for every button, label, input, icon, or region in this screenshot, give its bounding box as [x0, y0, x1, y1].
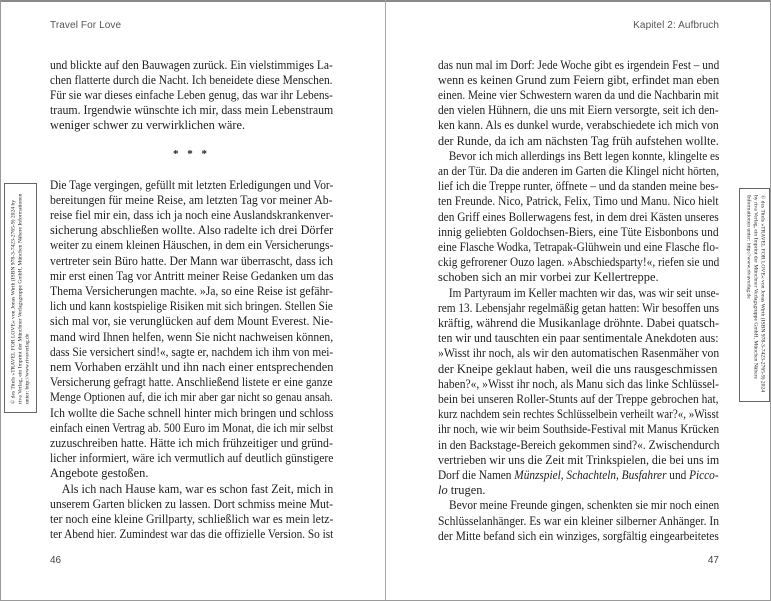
text-line: den Griff eines Bollerwagens fest, in dem drei Kästen unseres — [438, 209, 719, 224]
section-separator: * * * — [173, 148, 210, 160]
text-line: den vielen Hühnern, die uns mit Eiern versorgte, seit ich den- — [438, 103, 719, 118]
text-segment: , — [616, 467, 622, 482]
copyright-text: © des Titels »TRAVEL FOR LOVE« von Jonas Wirth (ISBN 978-3-7423-2765-9) 2024 by riva Verlag, ein Imprint der Münchner Verlagsgruppe GmbH, München Nähere Informationen unter: http://www.rivaverlag.de — [10, 193, 30, 404]
copyright-text: © des Titels »TRAVEL FOR LOVE« von Jonas Wirth (ISBN 978-3-7423-2765-9) 2024 by riva Verlag, ein Imprint der Münchner Verlagsgruppe GmbH, München Nähere Informationen unter: http://www.rivaverlag.de — [745, 195, 765, 393]
text-line: ten Freunde. Nico, Patrick, Felix, Timo und Manu. Nico hielt — [438, 194, 719, 209]
text-line — [438, 483, 719, 498]
text-line: reise fiel mir ein, dass ich ja noch eine Auslandskrankenver- — [50, 207, 334, 222]
italic-term: lo — [438, 483, 448, 498]
text-line: Im Partyraum im Keller machten wir das, was wir seit unse- — [448, 285, 720, 300]
text-line: in den Backstage-Bereich gekommen sind?«. Zwischendurch — [438, 437, 720, 452]
text-line: traum. Irgendwie wünschte ich mir, dass mein Lebenstraum — [50, 103, 334, 118]
text-line: Für sie war dieses einfache Leben genug, das war ihr Lebens- — [50, 87, 333, 102]
text-segment: und — [666, 467, 690, 482]
text-line: einfach einen Vertrag ab. 500 Euro im Monat, die ich mir selbst — [50, 420, 334, 435]
text-line: Ich wollte die Sache schnell hinter mich bringen und schloss — [50, 405, 334, 420]
text-line — [438, 468, 719, 483]
text-line: weiter zu einem kleinen Häuschen, in dem ein Versicherungs- — [50, 238, 334, 253]
text-line: zuzuschreiben hatte. Hätte ich mich frühzeitiger und gründ- — [50, 435, 333, 450]
text-line: eine Flasche Wodka, Tetrapak-Glühwein und eine Flasche flo- — [438, 239, 719, 254]
text-line: Angebote gestoßen. — [50, 466, 149, 481]
text-line: innig geliebten Goldochsen-Biers, eine Tüte Eisbonbons und — [438, 224, 719, 239]
text-line: unserem Garten blicken zu lassen. Dort schmiss meine Mut- — [50, 496, 334, 511]
text-line: nem Vorhaben erzählt und ihn nach einer entsprechenden — [50, 359, 334, 374]
text-line: ter noch eine kleine Grillparty, schließlich war es mein letz- — [50, 511, 334, 526]
text-line: Thema Versicherungen machte. »Ja, so eine Reise ist gefähr- — [50, 283, 333, 298]
left-page — [0, 0, 385, 600]
text-line: Schlüsselanhänger. Es war ein kleiner silberner Anhänger. In — [438, 513, 720, 528]
italic-term: Busfahrer — [621, 467, 667, 482]
text-line: bein bei unseren Roller-Stunts auf der Treppe gebrochen hat, — [438, 391, 719, 406]
text-line: ihr noch, wie wir beim Southside-Festival mit Manus Krücken — [438, 422, 720, 437]
text-line: einen. Meine vier Schwestern waren da und die Nachbarin mit — [438, 87, 719, 102]
text-line: sicherung abschließen wollte. Also radelte ich drei Dörfer — [50, 223, 334, 238]
text-line: lief ich die Treppe runter, öffnete – und da standen meine bes- — [438, 179, 719, 194]
text-segment: Dorf die Namen — [438, 467, 515, 482]
text-line: dass Sie versichert sind!«, sagte er, nachdem ich ihm von mei- — [50, 344, 334, 359]
text-line: ckig gefrorener Ouzo lagen. »Abschiedsparty!«, riefen sie und — [438, 255, 720, 270]
italic-term: Schachteln — [566, 467, 617, 482]
text-line: »Wisst ihr noch, als wir den automatischen Rasenmäher von — [438, 346, 720, 361]
text-line: Versicherung gefragt hatte. Anschließend listete er eine ganze — [50, 375, 333, 390]
text-line: vertrieben wir uns die Zeit mit Trinkspielen, die bei uns im — [438, 452, 720, 467]
text-line: an der Tür. Da die anderen im Garten die Klingel nicht hörten, — [438, 163, 720, 178]
italic-term: Picco- — [689, 467, 719, 482]
right-page — [386, 0, 771, 600]
text-line: das nun mal im Dorf: Jede Woche gibt es irgendein Fest – und — [438, 57, 720, 72]
text-line: rem 13. Lebensjahr regelmäßig getan hatten: Wir besoffen uns — [438, 300, 720, 315]
text-line: Menge Optionen auf, die ich mir aber gar nicht so genau ansah. — [50, 390, 333, 405]
text-line: der Mitte befand sich ein winziges, sorgfältig eingearbeitetes — [438, 528, 719, 543]
text-line: mir erst einen Tag vor Antritt meiner Reise Gedanken um das — [50, 268, 334, 283]
copyright-notice — [4, 183, 37, 413]
text-line: ter Abend hier. Zumindest war das die offizielle Version. So ist — [50, 527, 334, 542]
text-segment: , — [560, 467, 567, 482]
text-line: Bevor ich mich allerdings ins Bett legen konnte, klingelte es — [448, 148, 720, 163]
text-line: schoben sich an mir vorbei zur Kellertreppe. — [438, 270, 659, 285]
page-number: 47 — [707, 555, 719, 566]
text-line: Als ich nach Hause kam, war es schon fast Zeit, mich in — [61, 481, 334, 496]
text-line: chen flatterte durch die Nacht. Ich beneidete diese Menschen. — [50, 72, 333, 87]
text-line: kurz nachdem sein rechtes Schlüsselbein verheilt war?«, »Wisst — [438, 407, 719, 422]
text-line: wenn es keinen Grund zum Feiern gibt, erfindet man eben — [438, 72, 720, 87]
running-head: Travel For Love — [50, 20, 122, 31]
text-line: lich und kann kostspielige Risiken mit sich bringen. Stellen Sie — [50, 299, 333, 314]
text-segment: trugen. — [447, 483, 486, 498]
text-line: licher informiert, wäre ich vermutlich auf deutlich günstigere — [50, 451, 334, 466]
text-line: mand wird Ihnen helfen, wenn Sie nicht nachweisen können, — [50, 329, 334, 344]
running-head: Kapitel 2: Aufbruch — [633, 20, 719, 31]
text-line: und blickte auf den Bauwagen zurück. Ein vielstimmiges La- — [50, 57, 333, 72]
text-line: der Runde, da ich am nächsten Tag früh aufstehen wollte. — [438, 133, 719, 148]
text-line: ten wir und tauschten ein paar sentimentale Anekdoten aus: — [438, 331, 719, 346]
copyright-notice — [739, 188, 770, 402]
text-line: sich mal vor, sie verunglücken auf dem Mount Everest. Nie- — [50, 314, 334, 329]
text-line: Bevor meine Freunde gingen, schenkten sie mir noch einen — [449, 498, 720, 513]
text-line: ken kann. Als es dunkel wurde, verabschiedete ich mich von — [438, 118, 719, 133]
text-line: Die Tage vergingen, gefüllt mit letzten Erledigungen und Vor- — [50, 177, 334, 192]
text-line: weniger schwer zu verwirklichen wäre. — [50, 118, 246, 133]
text-line: vertreter sein Büro hatte. Der Mann war überrascht, dass ich — [50, 253, 333, 268]
page-number: 46 — [50, 555, 62, 566]
text-line: kräftig, während die Musikanlage dröhnte. Dabei quatsch- — [438, 315, 720, 330]
text-line: der Kneipe geklaut haben, weil die uns rausgeschmissen — [438, 361, 718, 376]
text-line: haben?«, »Wisst ihr noch, als Manu sich das linke Schlüssel- — [438, 376, 719, 391]
italic-term: Münzspiel — [514, 467, 561, 482]
text-line: bereitungen für meine Reise, am letzten Tag vor meiner Ab- — [50, 192, 333, 207]
